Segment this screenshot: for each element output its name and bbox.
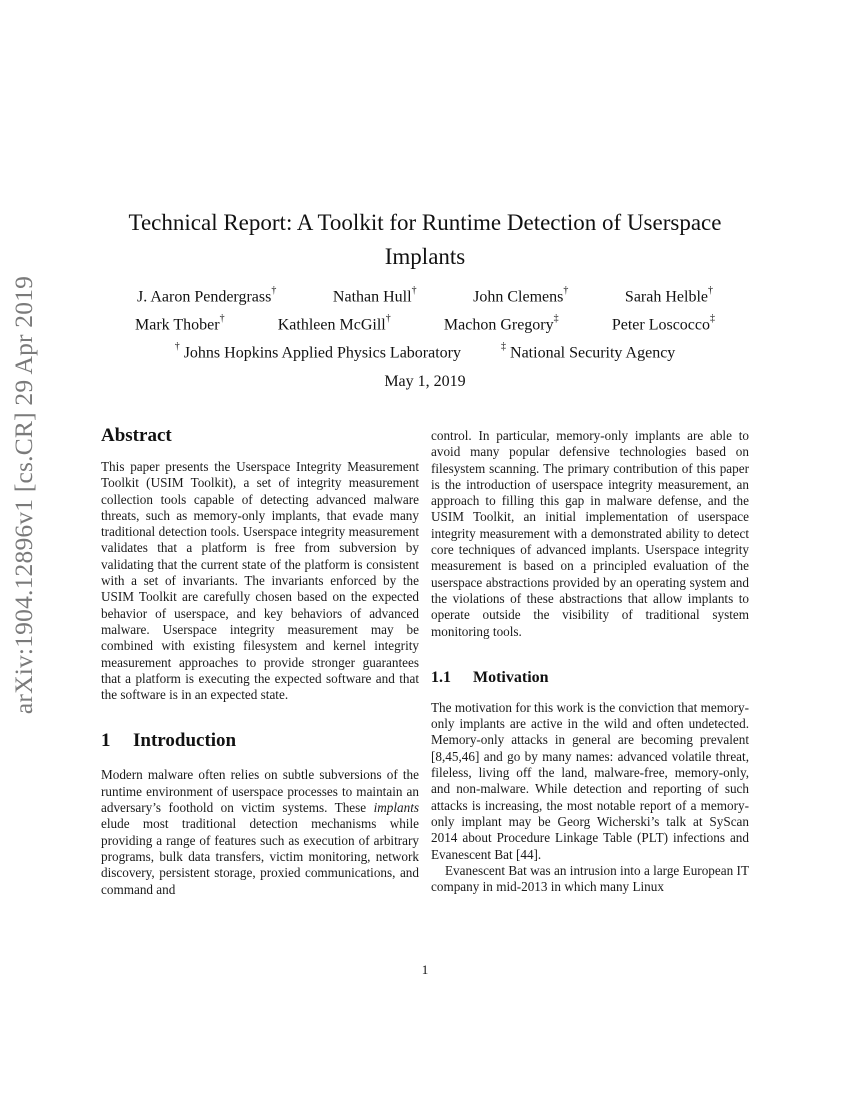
author: John Clemens† xyxy=(473,285,569,306)
author: J. Aaron Pendergrass† xyxy=(137,285,277,306)
affiliation: ‡ National Security Agency xyxy=(501,341,676,362)
introduction-continuation: control. In particular, memory-only implants are able to avoid many popular defensive technologies based on filesystem scanning. The primary contribution of this paper is the introduction of userspace integrity measurement, an approach to filling this gap in malware defense, and the USIM Toolkit, an initial implementation of userspace integrity measurement with a demonstrated ability to detect core techniques of advanced implants. Userspace integrity measurement is based on a principled evaluation of the userspace abstractions provided by an operating system and the violations of these abstractions that allow implants to operate outside the visibility of traditional system monitoring tools. xyxy=(431,428,749,639)
introduction-paragraph: Modern malware often relies on subtle subversions of the runtime environment of userspace processes to maintain an adversary’s foothold on victim systems. These implants elude most traditional detection mechanisms while providing a range of features such as execution of arbitrary programs, bulk data transfers, victim monitoring, network discovery, persistent storage, proxied communications, and command and xyxy=(101,767,419,897)
author: Nathan Hull† xyxy=(332,285,417,306)
author: Sarah Helble† xyxy=(624,285,713,306)
right-column xyxy=(431,428,749,895)
author-row-2 xyxy=(100,311,750,339)
author: Machon Gregory‡ xyxy=(443,313,559,334)
arxiv-stamp-text: arXiv:1904.12896v1 [cs.CR] 29 Apr 2019 xyxy=(9,275,38,715)
author-row-1 xyxy=(100,283,750,311)
introduction-heading: 1 Introduction xyxy=(101,730,237,752)
affiliation: † Johns Hopkins Applied Physics Laboratory xyxy=(174,341,462,362)
emphasis-implants: implants xyxy=(373,800,419,816)
author-block xyxy=(100,283,750,367)
abstract-text: This paper presents the Userspace Integrity Measurement Toolkit (USIM Toolkit), a set of integrity measurement collection tools capable of detecting advanced malware threats, such as memory-only implants, that evade many traditional detection tools. Userspace integrity measurement validates that a platform is free from subversion by validating that the current state of the platform is consistent with a set of invariants. The invariants enforced by the USIM Toolkit are carefully chosen based on the expected behavior of userspace, and key behaviors of advanced malware. Userspace integrity measurement may be combined with existing filesystem and kernel integrity measurement approaches to provide stronger guarantees that a platform is executing the expected software and that the software is in an expected state. xyxy=(101,459,419,703)
author: Kathleen McGill† xyxy=(277,313,391,334)
paper-title: Technical Report: A Toolkit for Runtime Detection of Userspace Implants xyxy=(128,210,722,269)
abstract-heading: Abstract xyxy=(101,425,172,446)
publication-date: May 1, 2019 xyxy=(384,373,466,390)
author: Mark Thober† xyxy=(135,313,225,334)
affiliation-row xyxy=(100,339,750,367)
motivation-paragraph-1: The motivation for this work is the conviction that memory-only implants are active in the wild and often undetected. Memory-only attacks in general are becoming prevalent [8,45,46] and go by many names: advanced volatile threat, fileless, living off the land, malware-free, memory-only, and non-malware. While detection and reporting of such attacks is increasing, the most notable report of a memory-only implant may be Georg Wicherski’s talk at SyScan 2014 about Procedure Linkage Table (PLT) infections and Evanescent Bat [44]. xyxy=(431,699,749,862)
author: Peter Loscocco‡ xyxy=(611,313,715,334)
left-column xyxy=(101,424,419,898)
arxiv-identifier-stamp[interactable] xyxy=(4,275,44,715)
motivation-paragraph-2: Evanescent Bat was an intrusion into a large European IT company in mid-2013 in which many Linux xyxy=(431,862,749,895)
page-number: 1 xyxy=(421,962,429,977)
motivation-heading: 1.1 Motivation xyxy=(431,668,549,686)
